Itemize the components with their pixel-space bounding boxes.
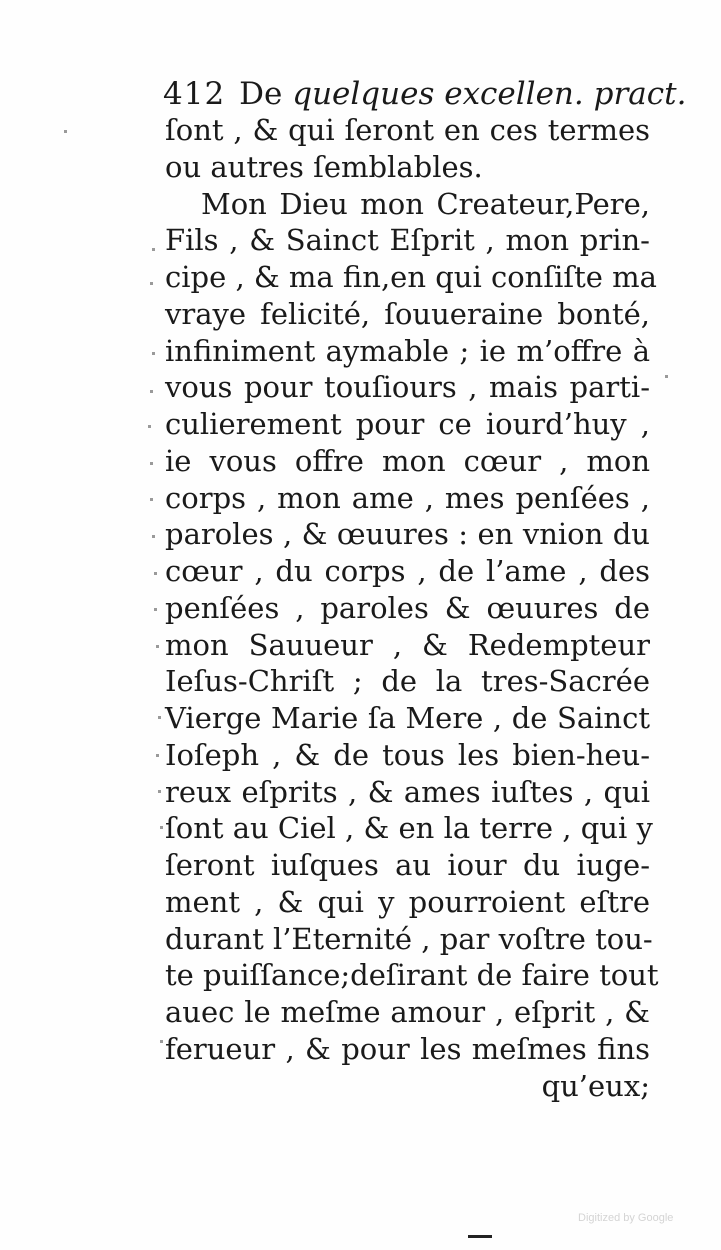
text-line: ſont au Ciel , & en la terre , qui y <box>165 811 653 846</box>
text-line: Fils , & Sainct Eſprit , mon prin- <box>165 223 650 258</box>
text-line: infiniment aymable ; ie m’offre à <box>165 333 650 368</box>
margin-speck <box>64 130 67 133</box>
bottom-dash <box>468 1235 492 1238</box>
margin-speck <box>156 645 159 648</box>
running-title-de: De <box>239 76 283 112</box>
digitization-watermark: Digitized by Google <box>578 1212 674 1224</box>
text-line: corps , mon ame , mes penſées , <box>165 480 650 515</box>
margin-speck <box>154 572 157 575</box>
margin-speck <box>156 754 159 757</box>
page-header <box>163 74 687 114</box>
margin-speck <box>158 790 161 793</box>
text-line: auec le meſme amour , eſprit , & <box>165 995 650 1029</box>
text-line: ſeront iuſques au iour du iuge- <box>165 848 650 882</box>
running-title-rest: quelques excellen. pract. <box>292 76 687 112</box>
text-line: paroles , & œuures : en vnion du <box>165 517 650 552</box>
margin-speck <box>158 716 161 719</box>
text-line: Ioſeph , & de tous les bien-heu- <box>165 737 650 772</box>
margin-speck <box>152 535 155 538</box>
margin-speck <box>154 608 157 611</box>
page-number: 412 <box>163 76 226 112</box>
margin-speck <box>160 1040 163 1043</box>
text-line: te puiſſance;deſirant de faire tout <box>165 958 659 993</box>
text-line: ment , & qui y pourroient eſtre <box>165 884 650 919</box>
text-line: culierement pour ce iourd’huy , <box>165 407 650 441</box>
text-line: Ieſus-Chriſt ; de la tres-Sacrée <box>165 664 650 699</box>
text-line: ſont , & qui ſeront en ces termes <box>165 113 650 147</box>
body-text <box>165 112 659 1104</box>
margin-speck <box>152 248 155 251</box>
text-line: ferueur , & pour les meſmes fins <box>165 1031 650 1066</box>
margin-speck <box>148 425 151 428</box>
text-line: cipe , & ma fin,en qui conſiſte ma <box>165 260 657 294</box>
margin-speck <box>160 826 163 829</box>
margin-speck <box>150 498 153 501</box>
margin-speck <box>150 282 153 285</box>
catchword: qu’eux; <box>541 1068 650 1103</box>
text-line: ie vous offre mon cœur , mon <box>165 443 650 478</box>
text-line: ou autres ſemblables. <box>165 149 483 184</box>
running-title <box>239 76 686 112</box>
margin-speck <box>150 462 153 465</box>
text-line: Vierge Marie ſa Mere , de Sainct <box>165 701 650 735</box>
text-line: durant l’Eternité , par voſtre tou- <box>165 921 653 956</box>
margin-speck <box>152 352 155 355</box>
text-line: penſées , paroles & œuures de <box>165 590 650 625</box>
paragraph-first-line: Mon Dieu mon Createur,Pere, <box>201 186 650 221</box>
text-line: vraye felicité, ſouueraine bonté, <box>165 296 650 331</box>
text-line: reux eſprits , & ames iuſtes , qui <box>165 774 650 809</box>
text-line: vous pour touſiours , mais parti- <box>165 370 650 405</box>
text-line: cœur , du corps , de l’ame , des <box>165 554 650 588</box>
margin-speck <box>150 390 153 393</box>
margin-speck <box>665 375 668 378</box>
text-line: mon Sauueur , & Redempteur <box>165 627 650 662</box>
